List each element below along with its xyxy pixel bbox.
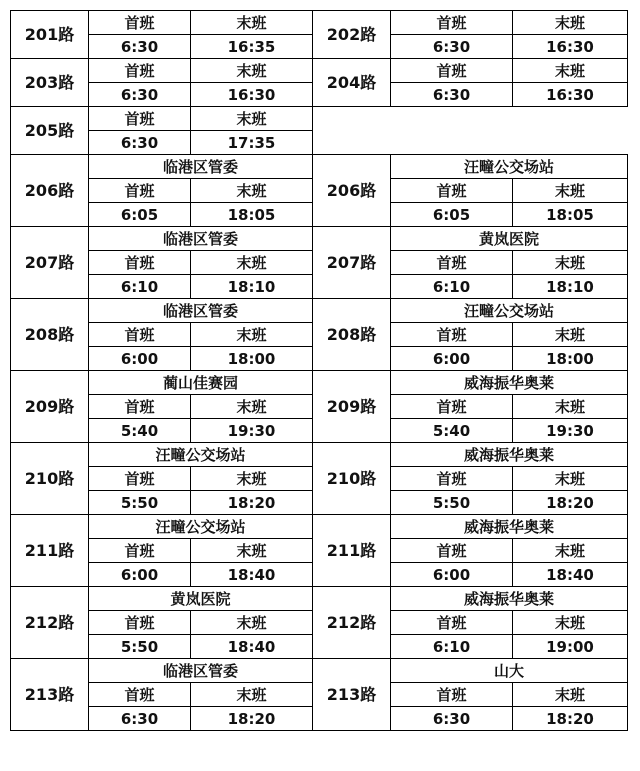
station-name: 威海振华奥莱 — [391, 515, 628, 539]
station-name: 汪疃公交场站 — [89, 515, 313, 539]
route-number: 212路 — [11, 587, 89, 659]
last-bus-time: 18:40 — [191, 635, 313, 659]
first-bus-label: 首班 — [391, 11, 513, 35]
schedule-row — [11, 587, 628, 611]
station-name: 汪疃公交场站 — [391, 299, 628, 323]
last-bus-label: 末班 — [191, 179, 313, 203]
first-bus-time: 6:30 — [89, 131, 191, 155]
schedule-row — [11, 515, 628, 539]
first-bus-label: 首班 — [391, 539, 513, 563]
last-bus-label: 末班 — [191, 323, 313, 347]
empty-cell — [313, 107, 628, 155]
first-bus-label: 首班 — [89, 11, 191, 35]
station-name: 威海振华奥莱 — [391, 371, 628, 395]
last-bus-label: 末班 — [191, 251, 313, 275]
last-bus-label: 末班 — [191, 611, 313, 635]
schedule-row — [11, 11, 628, 35]
last-bus-time: 18:20 — [191, 707, 313, 731]
route-number: 206路 — [11, 155, 89, 227]
last-bus-label: 末班 — [191, 683, 313, 707]
station-name: 临港区管委 — [89, 299, 313, 323]
first-bus-time: 6:05 — [391, 203, 513, 227]
last-bus-time: 18:05 — [513, 203, 628, 227]
route-number: 211路 — [11, 515, 89, 587]
first-bus-time: 6:10 — [391, 635, 513, 659]
first-bus-label: 首班 — [391, 323, 513, 347]
last-bus-time: 17:35 — [191, 131, 313, 155]
first-bus-label: 首班 — [89, 59, 191, 83]
station-name: 汪疃公交场站 — [391, 155, 628, 179]
route-number: 207路 — [11, 227, 89, 299]
last-bus-time: 18:20 — [191, 491, 313, 515]
station-name: 临港区管委 — [89, 227, 313, 251]
first-bus-time: 6:00 — [89, 563, 191, 587]
first-bus-label: 首班 — [89, 251, 191, 275]
schedule-row — [11, 107, 628, 131]
last-bus-time: 18:40 — [191, 563, 313, 587]
route-number: 212路 — [313, 587, 391, 659]
first-bus-label: 首班 — [89, 107, 191, 131]
last-bus-time: 19:00 — [513, 635, 628, 659]
first-bus-time: 5:50 — [89, 491, 191, 515]
last-bus-time: 19:30 — [191, 419, 313, 443]
first-bus-time: 6:30 — [89, 83, 191, 107]
schedule-row — [11, 443, 628, 467]
last-bus-label: 末班 — [513, 251, 628, 275]
first-bus-label: 首班 — [391, 395, 513, 419]
first-bus-time: 6:05 — [89, 203, 191, 227]
last-bus-time: 18:00 — [513, 347, 628, 371]
bus-schedule-table — [10, 10, 628, 731]
last-bus-label: 末班 — [191, 11, 313, 35]
last-bus-time: 18:10 — [513, 275, 628, 299]
last-bus-time: 16:35 — [191, 35, 313, 59]
last-bus-label: 末班 — [191, 107, 313, 131]
last-bus-label: 末班 — [191, 59, 313, 83]
last-bus-time: 16:30 — [191, 83, 313, 107]
last-bus-label: 末班 — [191, 395, 313, 419]
route-number: 210路 — [11, 443, 89, 515]
station-name: 汪疃公交场站 — [89, 443, 313, 467]
last-bus-label: 末班 — [513, 539, 628, 563]
last-bus-label: 末班 — [513, 683, 628, 707]
schedule-row — [11, 659, 628, 683]
first-bus-time: 6:10 — [89, 275, 191, 299]
schedule-row — [11, 155, 628, 179]
last-bus-label: 末班 — [513, 323, 628, 347]
first-bus-label: 首班 — [391, 611, 513, 635]
route-number: 213路 — [11, 659, 89, 731]
first-bus-label: 首班 — [391, 251, 513, 275]
first-bus-time: 6:30 — [391, 707, 513, 731]
first-bus-time: 6:00 — [89, 347, 191, 371]
first-bus-time: 6:00 — [391, 347, 513, 371]
route-number: 209路 — [313, 371, 391, 443]
station-name: 临港区管委 — [89, 659, 313, 683]
last-bus-time: 16:30 — [513, 35, 628, 59]
first-bus-label: 首班 — [89, 323, 191, 347]
first-bus-time: 6:30 — [391, 83, 513, 107]
last-bus-label: 末班 — [513, 59, 628, 83]
station-name: 黄岚医院 — [89, 587, 313, 611]
last-bus-label: 末班 — [513, 395, 628, 419]
first-bus-label: 首班 — [391, 59, 513, 83]
route-number: 207路 — [313, 227, 391, 299]
last-bus-time: 18:10 — [191, 275, 313, 299]
station-name: 山大 — [391, 659, 628, 683]
last-bus-label: 末班 — [513, 11, 628, 35]
first-bus-label: 首班 — [89, 683, 191, 707]
last-bus-time: 18:20 — [513, 707, 628, 731]
first-bus-time: 6:30 — [89, 35, 191, 59]
first-bus-time: 5:50 — [391, 491, 513, 515]
schedule-row — [11, 299, 628, 323]
first-bus-time: 5:40 — [391, 419, 513, 443]
route-number: 205路 — [11, 107, 89, 155]
last-bus-label: 末班 — [513, 179, 628, 203]
first-bus-time: 6:10 — [391, 275, 513, 299]
first-bus-time: 6:30 — [391, 35, 513, 59]
last-bus-label: 末班 — [513, 611, 628, 635]
route-number: 209路 — [11, 371, 89, 443]
last-bus-time: 16:30 — [513, 83, 628, 107]
first-bus-label: 首班 — [391, 179, 513, 203]
last-bus-label: 末班 — [191, 539, 313, 563]
first-bus-label: 首班 — [391, 683, 513, 707]
route-number: 211路 — [313, 515, 391, 587]
last-bus-time: 18:40 — [513, 563, 628, 587]
station-name: 威海振华奥莱 — [391, 587, 628, 611]
first-bus-label: 首班 — [89, 539, 191, 563]
station-name: 临港区管委 — [89, 155, 313, 179]
first-bus-label: 首班 — [89, 611, 191, 635]
last-bus-time: 18:00 — [191, 347, 313, 371]
last-bus-time: 18:05 — [191, 203, 313, 227]
route-number: 213路 — [313, 659, 391, 731]
first-bus-time: 6:30 — [89, 707, 191, 731]
first-bus-time: 5:40 — [89, 419, 191, 443]
route-number: 208路 — [11, 299, 89, 371]
route-number: 206路 — [313, 155, 391, 227]
route-number: 204路 — [313, 59, 391, 107]
first-bus-time: 6:00 — [391, 563, 513, 587]
first-bus-time: 5:50 — [89, 635, 191, 659]
first-bus-label: 首班 — [89, 395, 191, 419]
last-bus-label: 末班 — [191, 467, 313, 491]
station-name: 蔺山佳赛园 — [89, 371, 313, 395]
route-number: 202路 — [313, 11, 391, 59]
route-number: 203路 — [11, 59, 89, 107]
route-number: 201路 — [11, 11, 89, 59]
station-name: 黄岚医院 — [391, 227, 628, 251]
schedule-row — [11, 59, 628, 83]
first-bus-label: 首班 — [391, 467, 513, 491]
station-name: 威海振华奥莱 — [391, 443, 628, 467]
route-number: 208路 — [313, 299, 391, 371]
route-number: 210路 — [313, 443, 391, 515]
schedule-row — [11, 371, 628, 395]
first-bus-label: 首班 — [89, 467, 191, 491]
schedule-row — [11, 227, 628, 251]
first-bus-label: 首班 — [89, 179, 191, 203]
last-bus-time: 19:30 — [513, 419, 628, 443]
last-bus-time: 18:20 — [513, 491, 628, 515]
last-bus-label: 末班 — [513, 467, 628, 491]
